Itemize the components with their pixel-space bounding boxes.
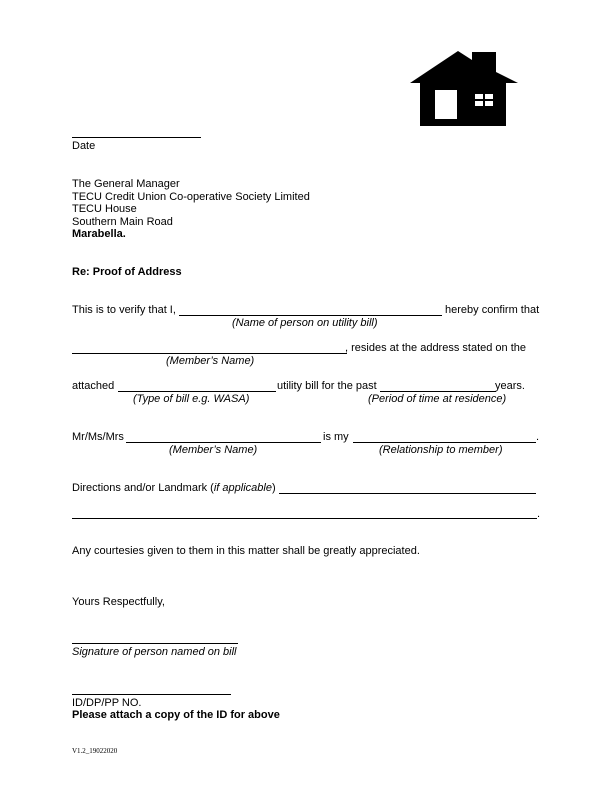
utility-bill-name-hint: (Name of person on utility bill) bbox=[232, 317, 378, 329]
recipient-line-1: The General Manager bbox=[72, 178, 180, 190]
bill-type-field[interactable] bbox=[118, 391, 276, 392]
directions-label bbox=[72, 482, 276, 495]
utility-bill-text: utility bill for the past bbox=[277, 380, 377, 392]
id-number-field[interactable] bbox=[72, 694, 231, 695]
member-name-field[interactable] bbox=[72, 353, 347, 354]
bill-type-hint: (Type of bill e.g. WASA) bbox=[133, 393, 250, 405]
salutation: Yours Respectfully, bbox=[72, 596, 165, 608]
directions-prefix: Directions and/or Landmark ( bbox=[72, 482, 214, 494]
relationship-hint: (Relationship to member) bbox=[379, 444, 503, 456]
period-mark: . bbox=[536, 431, 540, 443]
recipient-city: Marabella. bbox=[72, 228, 126, 240]
date-field[interactable] bbox=[72, 137, 201, 138]
verify-prefix: This is to verify that I, bbox=[72, 304, 176, 316]
resides-suffix: , resides at the address stated on the bbox=[345, 342, 527, 354]
is-my-text: is my bbox=[323, 431, 349, 443]
recipient-line-3: TECU House bbox=[72, 203, 137, 215]
member-name-hint-2: (Member’s Name) bbox=[169, 444, 258, 456]
directions-field-2[interactable] bbox=[72, 518, 537, 519]
directions-field-1[interactable] bbox=[279, 493, 536, 494]
member-name-field-2[interactable] bbox=[126, 442, 321, 443]
id-label: ID/DP/PP NO. bbox=[72, 697, 142, 709]
id-note: Please attach a copy of the ID for above bbox=[72, 709, 280, 721]
courtesy-text: Any courtesies given to them in this matter shall be greatly appreciated. bbox=[72, 545, 420, 557]
version-label: V1.2_19022020 bbox=[72, 747, 118, 755]
subject-line: Re: Proof of Address bbox=[72, 266, 182, 278]
attached-prefix: attached bbox=[72, 380, 115, 392]
period-hint: (Period of time at residence) bbox=[368, 393, 507, 405]
utility-bill-name-field[interactable] bbox=[179, 315, 442, 316]
directions-italic: if applicable bbox=[213, 482, 272, 494]
directions-end: . bbox=[537, 508, 541, 520]
recipient-line-2: TECU Credit Union Co-operative Society Limited bbox=[72, 191, 310, 203]
signature-field[interactable] bbox=[72, 643, 238, 644]
house-icon bbox=[410, 50, 518, 128]
date-label: Date bbox=[72, 140, 96, 152]
period-field[interactable] bbox=[380, 391, 496, 392]
member-name-hint: (Member’s Name) bbox=[166, 355, 255, 367]
verify-suffix: hereby confirm that bbox=[445, 304, 540, 316]
title-prefix: Mr/Ms/Mrs bbox=[72, 431, 124, 443]
signature-label: Signature of person named on bill bbox=[72, 646, 237, 658]
recipient-line-4: Southern Main Road bbox=[72, 216, 173, 228]
years-suffix: years. bbox=[495, 380, 525, 392]
relationship-field[interactable] bbox=[353, 442, 536, 443]
directions-close: ) bbox=[271, 482, 276, 494]
